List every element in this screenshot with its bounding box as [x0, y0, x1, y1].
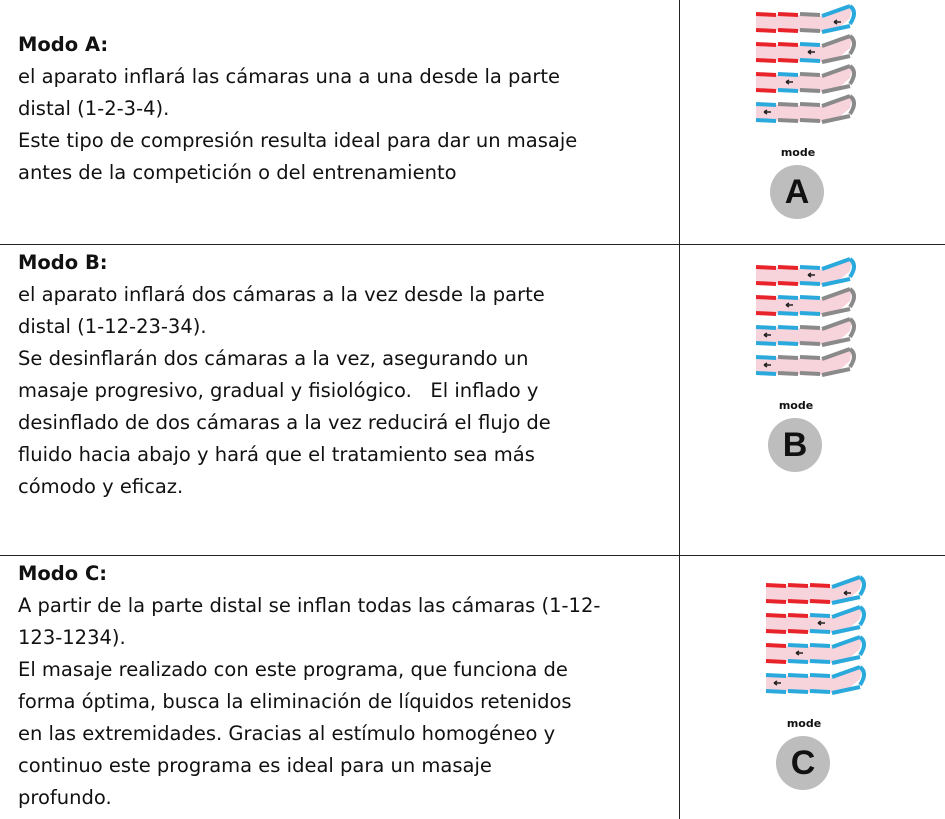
leg-segment-top	[756, 74, 776, 75]
mode-c-title: Modo C:	[18, 562, 108, 585]
mode-b-line-1: el aparato inflará dos cámaras a la vez desde la parte	[18, 283, 545, 306]
leg-segment-bottom	[778, 343, 798, 344]
leg-segment-top	[800, 357, 820, 358]
mode-b-line-5: desinflado de dos cámaras a la vez reducirá el flujo de	[18, 411, 551, 434]
leg-segment-top	[800, 74, 820, 75]
leg-segment-bottom	[756, 120, 776, 121]
leg-segment-bottom	[778, 30, 798, 31]
leg-segment-bottom	[756, 373, 776, 374]
leg-4	[756, 349, 854, 375]
leg-segment-top	[800, 14, 820, 15]
leg-segment-top	[810, 585, 830, 586]
mode-b-leg-diagram	[752, 255, 862, 383]
leg-segment-top	[778, 327, 798, 328]
leg-segment-bottom	[756, 283, 776, 284]
leg-foot-tip	[850, 36, 854, 54]
leg-segment-bottom	[778, 313, 798, 314]
column-divider	[679, 0, 680, 819]
mode-b-line-4: masaje progresivo, gradual y fisiológico. El inflado y	[18, 379, 539, 402]
leg-3	[756, 66, 854, 92]
mode-c-badge: C	[776, 736, 830, 790]
leg-foot-tip	[850, 259, 854, 277]
leg-segment-top	[788, 585, 808, 586]
leg-segment-bottom	[788, 691, 808, 692]
mode-c-line-4: forma óptima, busca la eliminación de líquidos retenidos	[18, 690, 572, 713]
leg-3	[766, 637, 864, 663]
leg-segment-top	[778, 104, 798, 105]
mode-a-line-4: antes de la competición o del entrenamiento	[18, 161, 457, 184]
leg-1	[756, 259, 854, 285]
leg-segment-top	[810, 675, 830, 676]
leg-segment-bottom	[756, 90, 776, 91]
leg-segment-bottom	[810, 691, 830, 692]
leg-segment-top	[788, 645, 808, 646]
mode-b-caption: mode	[778, 399, 814, 412]
leg-segment-top	[766, 615, 786, 616]
leg-segment-top	[800, 267, 820, 268]
leg-segment-top	[778, 357, 798, 358]
leg-segment-top	[800, 44, 820, 45]
leg-segment-top	[778, 14, 798, 15]
leg-foot-tip	[860, 607, 864, 625]
leg-segment-bottom	[788, 631, 808, 632]
leg-3	[756, 319, 854, 345]
leg-segment-top	[800, 104, 820, 105]
mode-a-leg-diagram	[752, 2, 862, 130]
leg-segment-bottom	[788, 661, 808, 662]
leg-segment-top	[800, 327, 820, 328]
leg-segment-top	[756, 14, 776, 15]
mode-a-badge: A	[770, 165, 824, 219]
mode-c-line-6: continuo este programa es ideal para un masaje	[18, 754, 492, 777]
leg-foot-tip	[860, 667, 864, 685]
mode-a-line-1: el aparato inflará las cámaras una a una desde la parte	[18, 65, 561, 88]
leg-4	[766, 667, 864, 693]
leg-segment-bottom	[756, 343, 776, 344]
mode-c-line-2: 123-1234).	[18, 626, 126, 649]
leg-segment-top	[756, 44, 776, 45]
leg-foot-tip	[850, 349, 854, 367]
leg-segment-top	[810, 645, 830, 646]
leg-segment-bottom	[778, 90, 798, 91]
leg-segment-bottom	[800, 120, 820, 121]
leg-segment-bottom	[800, 60, 820, 61]
leg-segment-bottom	[800, 373, 820, 374]
mode-b-badge: B	[768, 418, 822, 472]
leg-segment-bottom	[778, 60, 798, 61]
mode-c-leg-diagram	[762, 573, 872, 703]
mode-b-line-6: fluido hacia abajo y hará que el tratamiento sea más	[18, 443, 535, 466]
leg-segment-bottom	[810, 631, 830, 632]
mode-a-description	[18, 29, 668, 189]
leg-segment-top	[800, 297, 820, 298]
leg-segment-bottom	[766, 661, 786, 662]
leg-segment-bottom	[778, 373, 798, 374]
leg-segment-bottom	[800, 343, 820, 344]
leg-segment-top	[778, 297, 798, 298]
row-divider-1	[0, 244, 945, 245]
mode-a-caption: mode	[780, 146, 816, 159]
mode-b-line-2: distal (1-12-23-34).	[18, 315, 207, 338]
leg-segment-bottom	[756, 60, 776, 61]
mode-b-line-7: cómodo y eficaz.	[18, 475, 184, 498]
mode-c-line-7: profundo.	[18, 786, 112, 809]
mode-c-line-1: A partir de la parte distal se inflan todas las cámaras (1-12-	[18, 594, 601, 617]
mode-b-title: Modo B:	[18, 251, 108, 274]
leg-segment-top	[756, 267, 776, 268]
leg-2	[766, 607, 864, 633]
leg-segment-top	[766, 585, 786, 586]
mode-c-line-5: en las extremidades. Gracias al estímulo homogéneo y	[18, 722, 556, 745]
leg-segment-top	[778, 74, 798, 75]
leg-segment-bottom	[756, 30, 776, 31]
mode-a-line-3: Este tipo de compresión resulta ideal para dar un masaje	[18, 129, 578, 152]
leg-2	[756, 289, 854, 315]
leg-segment-bottom	[810, 601, 830, 602]
leg-1	[766, 577, 864, 603]
leg-segment-top	[778, 44, 798, 45]
leg-foot-tip	[850, 96, 854, 114]
leg-segment-top	[766, 645, 786, 646]
leg-segment-bottom	[778, 283, 798, 284]
leg-foot-tip	[850, 66, 854, 84]
leg-segment-bottom	[800, 30, 820, 31]
leg-segment-top	[788, 675, 808, 676]
leg-segment-top	[766, 675, 786, 676]
leg-segment-bottom	[800, 283, 820, 284]
leg-foot-tip	[860, 577, 864, 595]
leg-foot-tip	[850, 289, 854, 307]
mode-a-line-2: distal (1-2-3-4).	[18, 97, 170, 120]
leg-segment-bottom	[800, 90, 820, 91]
leg-segment-bottom	[788, 601, 808, 602]
leg-segment-bottom	[756, 313, 776, 314]
leg-segment-bottom	[800, 313, 820, 314]
mode-c-line-3: El masaje realizado con este programa, que funciona de	[18, 658, 568, 681]
leg-segment-top	[778, 267, 798, 268]
row-divider-2	[0, 555, 945, 556]
leg-segment-top	[810, 615, 830, 616]
leg-foot-tip	[850, 319, 854, 337]
leg-segment-top	[788, 615, 808, 616]
leg-segment-top	[756, 104, 776, 105]
mode-c-caption: mode	[786, 717, 822, 730]
leg-segment-top	[756, 327, 776, 328]
leg-segment-bottom	[766, 691, 786, 692]
leg-segment-bottom	[778, 120, 798, 121]
leg-1	[756, 6, 854, 32]
leg-foot-tip	[860, 637, 864, 655]
mode-c-description	[18, 558, 668, 814]
leg-foot-tip	[850, 6, 854, 24]
leg-segment-top	[756, 357, 776, 358]
leg-segment-bottom	[766, 601, 786, 602]
mode-b-description	[18, 247, 668, 503]
leg-2	[756, 36, 854, 62]
mode-a-title: Modo A:	[18, 33, 109, 56]
leg-4	[756, 96, 854, 122]
mode-b-line-3: Se desinflarán dos cámaras a la vez, asegurando un	[18, 347, 529, 370]
leg-segment-top	[756, 297, 776, 298]
leg-segment-bottom	[810, 661, 830, 662]
leg-segment-bottom	[766, 631, 786, 632]
